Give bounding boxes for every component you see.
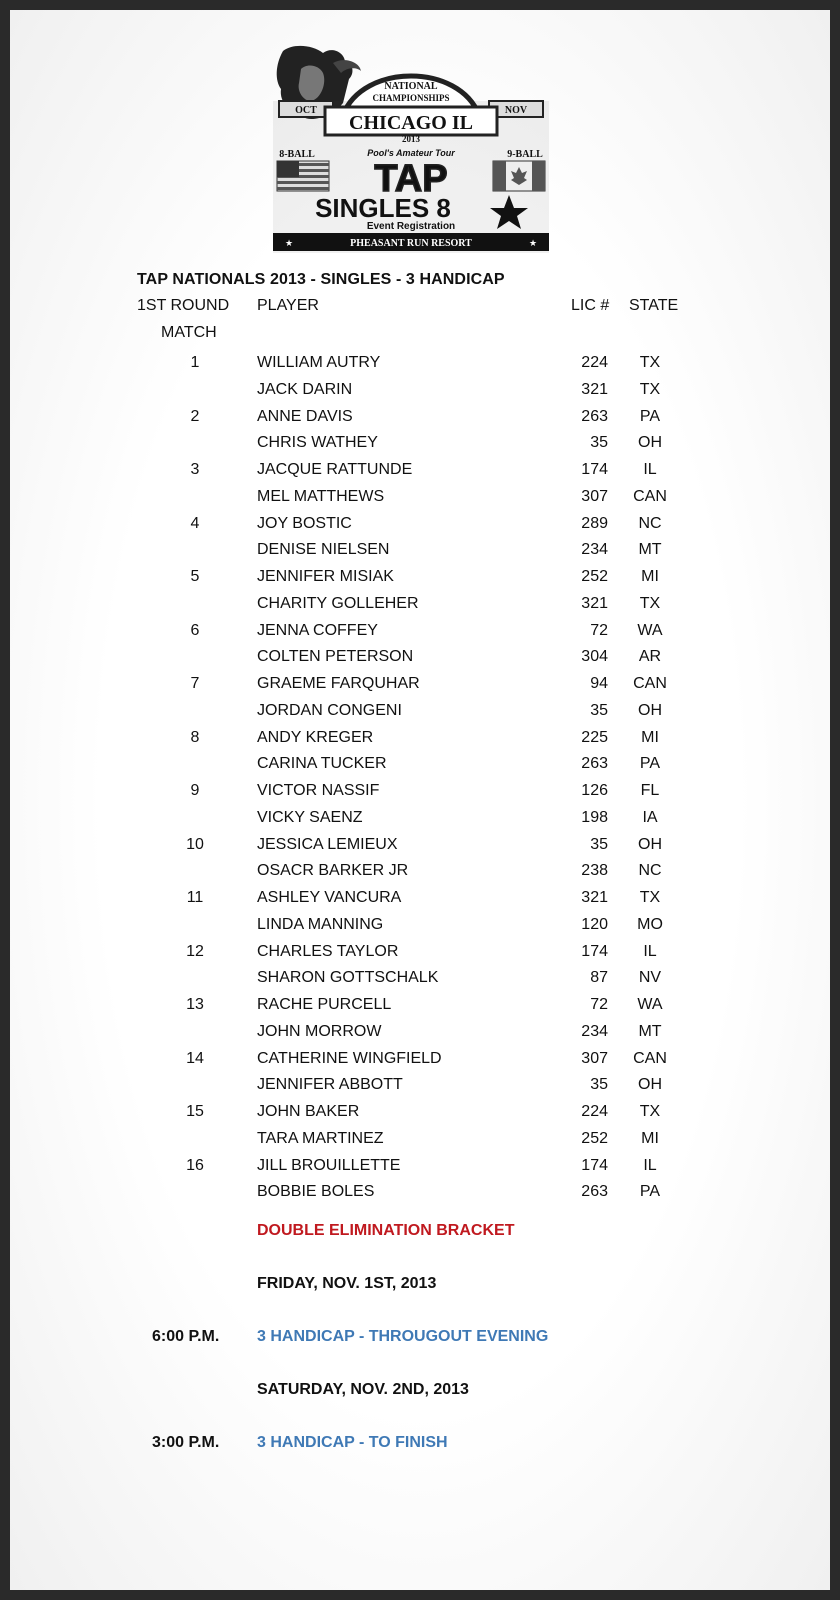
player-state: MO: [637, 915, 663, 933]
player-name: RACHE PURCELL: [257, 996, 392, 1013]
license-number: 198: [581, 808, 608, 826]
schedule-time-1: 6:00 P.M.: [152, 1328, 220, 1345]
table-row: [10, 591, 830, 618]
player-name: BOBBIE BOLES: [257, 1183, 375, 1201]
table-row: [10, 1153, 830, 1180]
table-row: [10, 1046, 830, 1073]
table-row: [10, 484, 830, 511]
player-state: MI: [641, 1129, 659, 1147]
document-title: TAP NATIONALS 2013 - SINGLES - 3 HANDICAP: [137, 271, 505, 288]
header-state: STATE: [629, 297, 679, 314]
license-number: 321: [581, 594, 608, 612]
match-number: 5: [190, 568, 200, 585]
header-player: PLAYER: [257, 297, 319, 314]
table-row: [10, 457, 830, 484]
player-state: IL: [643, 461, 657, 478]
player-name: JENNIFER MISIAK: [257, 568, 394, 585]
license-number: 87: [590, 969, 608, 987]
us-flag-icon: [277, 161, 329, 191]
player-name: JENNA COFFEY: [257, 621, 378, 639]
player-state: MT: [638, 1022, 662, 1040]
license-number: 35: [590, 434, 608, 452]
player-state: NV: [638, 969, 662, 987]
match-number: 13: [186, 996, 204, 1013]
match-number: 4: [190, 514, 200, 532]
star-icon-right: ★: [529, 238, 538, 248]
player-name: JOY BOSTIC: [257, 514, 352, 532]
player-state: OH: [638, 701, 662, 719]
player-state: AR: [638, 648, 662, 666]
player-name: JACQUE RATTUNDE: [257, 461, 413, 478]
logo-month-right: NOV: [504, 105, 528, 116]
table-row: [10, 537, 830, 564]
logo-championships: CHAMPIONSHIPS: [372, 93, 450, 103]
table-row: [10, 751, 830, 778]
table-row: [10, 1099, 830, 1126]
player-name: MEL MATTHEWS: [257, 487, 385, 505]
player-state: NC: [638, 862, 662, 880]
player-state: OH: [638, 434, 662, 452]
canada-flag-icon: [493, 161, 545, 191]
header-first-round: 1ST ROUND: [137, 297, 230, 314]
player-name: DENISE NIELSEN: [257, 541, 390, 559]
license-number: 224: [581, 1103, 608, 1120]
logo-national: NATIONAL: [384, 81, 438, 92]
table-row: [10, 511, 830, 538]
license-number: 174: [581, 461, 608, 478]
match-number: 3: [190, 461, 200, 478]
logo-tagline: Pool's Amateur Tour: [367, 148, 455, 158]
player-state: CAN: [633, 675, 667, 692]
player-state: MT: [638, 541, 662, 559]
match-number: 2: [190, 407, 200, 425]
table-row: [10, 912, 830, 939]
player-name: JACK DARIN: [257, 380, 353, 398]
player-name: JOHN MORROW: [257, 1022, 382, 1040]
match-number: 10: [186, 835, 204, 853]
tap-nationals-logo: [273, 43, 549, 253]
table-row: [10, 644, 830, 671]
license-number: 234: [581, 541, 608, 559]
header-match: MATCH: [161, 324, 217, 341]
license-number: 307: [581, 1049, 608, 1067]
logo-city: CHICAGO IL: [349, 112, 473, 134]
player-state: IL: [643, 942, 657, 960]
player-state: FL: [640, 782, 660, 799]
license-number: 307: [581, 487, 608, 505]
schedule-event-2: 3 HANDICAP - TO FINISH: [257, 1434, 448, 1451]
player-name: CHARITY GOLLEHER: [257, 594, 419, 612]
logo-year: 2013: [402, 134, 420, 144]
player-name: CARINA TUCKER: [257, 755, 387, 773]
license-number: 72: [590, 621, 608, 639]
match-number: 9: [190, 782, 200, 799]
license-number: 120: [581, 915, 608, 933]
player-state: IA: [642, 808, 658, 826]
player-state: CAN: [633, 1049, 667, 1067]
match-number: 6: [190, 621, 200, 639]
player-name: CATHERINE WINGFIELD: [257, 1049, 442, 1067]
table-row: [10, 725, 830, 752]
player-state: MI: [641, 728, 659, 746]
table-row: [10, 1019, 830, 1046]
license-number: 321: [581, 380, 608, 398]
player-name: LINDA MANNING: [257, 915, 384, 933]
logo-event-sub: Event Registration: [366, 221, 456, 232]
star-icon-left: ★: [285, 238, 294, 248]
table-row: [10, 965, 830, 992]
license-number: 35: [590, 701, 608, 719]
player-name: CHRIS WATHEY: [257, 434, 378, 452]
table-row: [10, 858, 830, 885]
logo-venue: PHEASANT RUN RESORT: [350, 238, 472, 249]
player-name: CHARLES TAYLOR: [257, 942, 399, 960]
table-row: [10, 1126, 830, 1153]
match-number: 1: [190, 354, 200, 371]
player-state: TX: [639, 1103, 661, 1120]
license-number: 321: [581, 889, 608, 906]
player-state: TX: [639, 380, 661, 398]
license-number: 225: [581, 728, 608, 746]
match-number: 11: [186, 889, 204, 906]
table-row: [10, 832, 830, 859]
player-state: PA: [639, 755, 661, 773]
match-number: 12: [186, 942, 204, 960]
player-name: ANNE DAVIS: [257, 407, 353, 425]
player-name: JOHN BAKER: [257, 1103, 360, 1120]
player-name: TARA MARTINEZ: [257, 1129, 384, 1147]
license-number: 238: [581, 862, 608, 880]
license-number: 174: [581, 942, 608, 960]
table-row: [10, 885, 830, 912]
license-number: 263: [581, 1183, 608, 1201]
table-row: [10, 671, 830, 698]
match-number: 15: [186, 1103, 204, 1120]
logo-event: SINGLES 8: [315, 193, 451, 223]
license-number: 126: [581, 782, 608, 799]
license-number: 304: [581, 648, 608, 666]
player-name: VICTOR NASSIF: [257, 782, 380, 799]
player-state: WA: [637, 621, 663, 639]
player-state: CAN: [633, 487, 667, 505]
player-state: WA: [637, 996, 663, 1013]
player-name: ANDY KREGER: [257, 728, 374, 746]
header-license: LIC #: [571, 297, 610, 314]
table-row: [10, 992, 830, 1019]
schedule-event-1: 3 HANDICAP - THROUGOUT EVENING: [257, 1328, 549, 1345]
player-name: JENNIFER ABBOTT: [257, 1076, 403, 1094]
license-number: 94: [590, 675, 608, 692]
player-name: ASHLEY VANCURA: [257, 889, 402, 906]
logo-right-game: 9-BALL: [507, 149, 543, 160]
player-state: PA: [639, 407, 661, 425]
table-row: [10, 350, 830, 377]
license-number: 224: [581, 354, 608, 371]
player-state: IL: [643, 1156, 657, 1174]
license-number: 174: [581, 1156, 608, 1174]
player-list: [10, 350, 830, 1206]
schedule-day-1: FRIDAY, NOV. 1ST, 2013: [257, 1275, 437, 1292]
player-state: TX: [639, 354, 661, 371]
player-state: TX: [639, 889, 661, 906]
match-number: 16: [186, 1156, 204, 1174]
player-state: PA: [639, 1183, 661, 1201]
player-state: MI: [641, 568, 659, 585]
license-number: 263: [581, 755, 608, 773]
table-row: [10, 404, 830, 431]
schedule-day-2: SATURDAY, NOV. 2ND, 2013: [257, 1381, 469, 1398]
match-number: 14: [186, 1049, 204, 1067]
license-number: 234: [581, 1022, 608, 1040]
bracket-heading: DOUBLE ELIMINATION BRACKET: [257, 1222, 515, 1239]
license-number: 263: [581, 407, 608, 425]
player-name: JILL BROUILLETTE: [257, 1156, 401, 1174]
table-row: [10, 778, 830, 805]
player-state: OH: [638, 1076, 662, 1094]
player-name: GRAEME FARQUHAR: [257, 675, 420, 692]
player-name: JORDAN CONGENI: [257, 701, 402, 719]
table-row: [10, 430, 830, 457]
table-row: [10, 618, 830, 645]
logo-month-left: OCT: [295, 105, 317, 116]
player-name: WILLIAM AUTRY: [257, 354, 381, 371]
license-number: 35: [590, 835, 608, 853]
license-number: 35: [590, 1076, 608, 1094]
table-row: [10, 698, 830, 725]
player-state: OH: [638, 835, 662, 853]
table-row: [10, 939, 830, 966]
table-row: [10, 1179, 830, 1206]
license-number: 289: [581, 514, 608, 532]
player-name: COLTEN PETERSON: [257, 648, 414, 666]
player-name: SHARON GOTTSCHALK: [257, 969, 439, 987]
table-row: [10, 377, 830, 404]
player-name: OSACR BARKER JR: [257, 862, 409, 880]
table-row: [10, 564, 830, 591]
player-state: NC: [638, 514, 662, 532]
player-state: TX: [639, 594, 661, 612]
player-name: VICKY SAENZ: [257, 808, 363, 826]
license-number: 252: [581, 1129, 608, 1147]
match-number: 8: [190, 728, 200, 746]
schedule-time-2: 3:00 P.M.: [152, 1434, 220, 1451]
license-number: 252: [581, 568, 608, 585]
document-page: [10, 10, 830, 1590]
logo-brand: TAP: [374, 158, 448, 200]
player-name: JESSICA LEMIEUX: [257, 835, 398, 853]
license-number: 72: [590, 996, 608, 1013]
logo-left-game: 8-BALL: [279, 149, 315, 160]
table-row: [10, 1072, 830, 1099]
table-row: [10, 805, 830, 832]
match-number: 7: [190, 675, 200, 692]
